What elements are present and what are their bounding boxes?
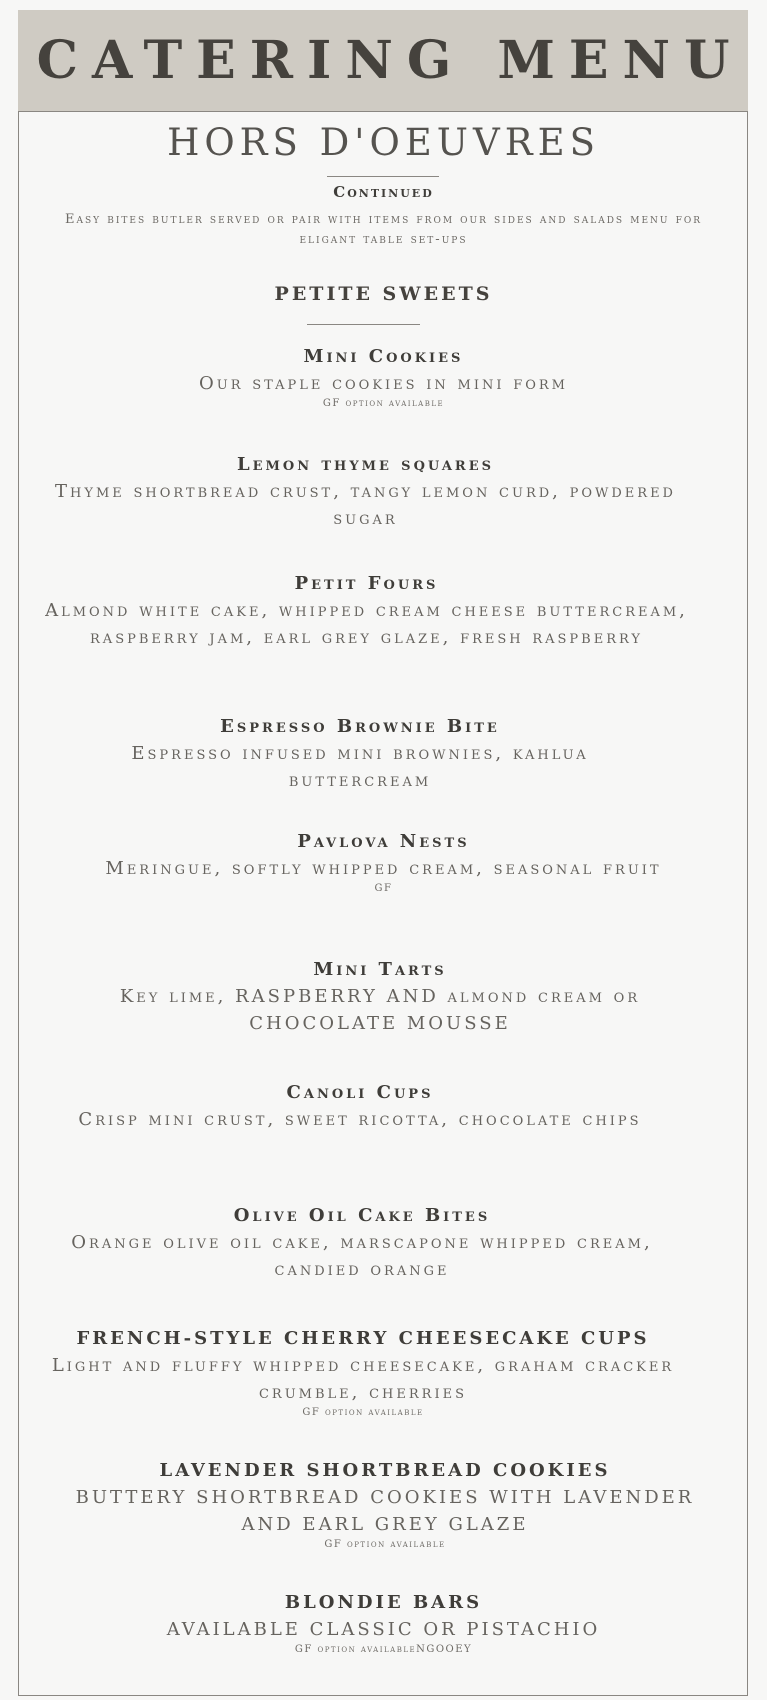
divider	[327, 176, 439, 177]
item-description: Key lime, RASPBERRY AND almond cream or CHOCOLATE MOUSSE	[119, 986, 641, 1034]
item-name: Lemon thyme squares	[236, 454, 495, 475]
item-description: Thyme shortbread crust, tangy lemon curd, powdered sugar	[55, 481, 676, 529]
item-description: Light and fluffy whipped cheesecake, graham cracker crumble, cherries	[51, 1355, 675, 1403]
menu-item	[60, 1458, 710, 1552]
divider	[307, 324, 420, 325]
item-note: GF option available	[302, 1407, 424, 1418]
menu-title: CATERING MENU	[36, 30, 744, 91]
menu-item	[55, 1080, 665, 1133]
menu-item	[48, 452, 683, 532]
menu-item	[20, 1590, 747, 1657]
item-description: AVAILABLE CLASSIC OR PISTACHIO	[166, 1619, 601, 1640]
menu-item	[44, 571, 689, 651]
item-description: BUTTERY SHORTBREAD COOKIES WITH LAVENDER AND EARL GREY GLAZE	[75, 1487, 695, 1535]
menu-item	[38, 1326, 688, 1420]
menu-item	[80, 714, 640, 794]
item-description: Orange olive oil cake, marscapone whipped cream, candied orange	[71, 1232, 653, 1280]
item-description: Crisp mini crust, sweet ricotta, chocolate chips	[78, 1109, 642, 1130]
menu-item	[20, 344, 747, 411]
item-name: Olive Oil Cake Bites	[233, 1205, 491, 1226]
item-name: LAVENDER SHORTBREAD COOKIES	[159, 1460, 611, 1481]
item-description: Meringue, softly whipped cream, seasonal fruit	[105, 858, 662, 879]
item-description: Almond white cake, whipped cream cheese buttercream, raspberry jam, earl grey glaze, fresh raspberry	[45, 600, 688, 648]
menu-item	[52, 1203, 672, 1283]
menu-item	[20, 829, 747, 896]
item-description: Espresso infused mini brownies, kahlua buttercream	[131, 743, 589, 791]
header-banner	[18, 10, 748, 112]
item-note: GF option available	[322, 398, 445, 409]
item-name: FRENCH-STYLE CHERRY CHEESECAKE CUPS	[76, 1328, 650, 1349]
item-name: Pavlova Nests	[297, 831, 470, 852]
item-name: Petit Fours	[294, 573, 439, 594]
item-note: GF	[374, 883, 393, 894]
section-subtitle: Continued	[333, 183, 434, 201]
section-intro: Easy bites butler served or pair with items from our sides and salads menu for eligant table set-ups	[64, 212, 703, 247]
item-name: Mini Tarts	[313, 959, 447, 980]
section-title: HORS D'OEUVRES	[167, 121, 600, 164]
item-name: BLONDIE BARS	[284, 1592, 483, 1613]
item-description: Our staple cookies in mini form	[199, 373, 568, 394]
item-name: Espresso Brownie Bite	[220, 716, 500, 737]
menu-item	[80, 957, 680, 1037]
item-note: GF option availableNGOOEY	[294, 1644, 473, 1655]
item-note: GF option available	[324, 1539, 446, 1550]
item-name: Mini Cookies	[303, 346, 464, 367]
item-name: Canoli Cups	[286, 1082, 434, 1103]
category-title: PETITE SWEETS	[274, 283, 493, 305]
